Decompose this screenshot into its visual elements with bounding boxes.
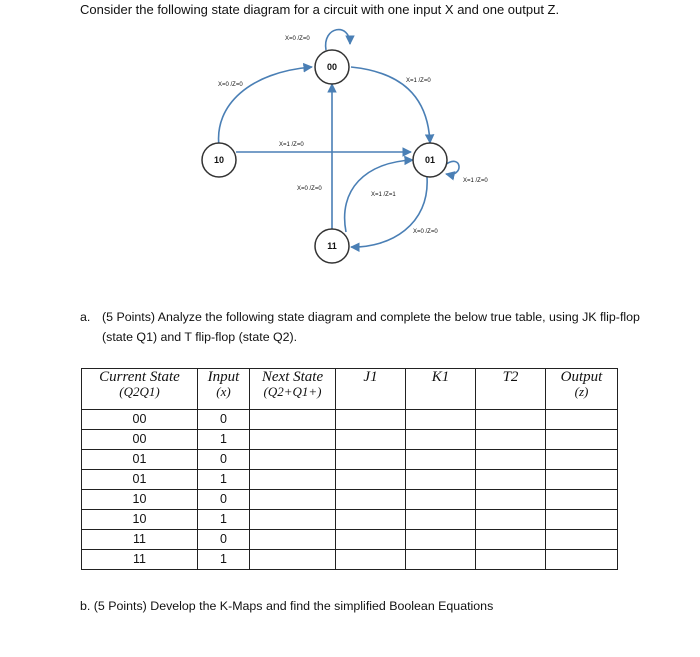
cell-next-state[interactable]	[250, 430, 336, 450]
cell-input: 1	[198, 550, 250, 570]
cell-k1[interactable]	[406, 410, 476, 430]
cell-input: 0	[198, 410, 250, 430]
header-output: Output (z)	[546, 369, 618, 410]
transition-label: X=0 /Z=0	[285, 36, 310, 42]
table-row	[82, 490, 618, 510]
table-row	[82, 530, 618, 550]
table-row	[82, 410, 618, 430]
cell-t2[interactable]	[476, 490, 546, 510]
cell-next-state[interactable]	[250, 530, 336, 550]
cell-k1[interactable]	[406, 470, 476, 490]
header-input: Input (x)	[198, 369, 250, 410]
table-row	[82, 470, 618, 490]
cell-j1[interactable]	[336, 430, 406, 450]
cell-next-state[interactable]	[250, 510, 336, 530]
cell-t2[interactable]	[476, 510, 546, 530]
part-a-question	[80, 307, 640, 347]
cell-t2[interactable]	[476, 450, 546, 470]
cell-t2[interactable]	[476, 470, 546, 490]
cell-k1[interactable]	[406, 530, 476, 550]
state-label-10: 10	[213, 155, 225, 165]
cell-next-state[interactable]	[250, 490, 336, 510]
cell-j1[interactable]	[336, 530, 406, 550]
cell-t2[interactable]	[476, 410, 546, 430]
truth-table	[81, 368, 618, 570]
table-row	[82, 450, 618, 470]
cell-current-state: 00	[82, 430, 198, 450]
transition-label: X=1 /Z=0	[463, 178, 488, 184]
cell-current-state: 11	[82, 530, 198, 550]
cell-next-state[interactable]	[250, 550, 336, 570]
transition-label: X=1 /Z=0	[279, 142, 304, 148]
part-a-text: (5 Points) Analyze the following state diagram and complete the below true table, using JK flip-flop (state Q1) and T flip-flop (state Q2).	[102, 310, 640, 344]
cell-input: 0	[198, 450, 250, 470]
cell-k1[interactable]	[406, 510, 476, 530]
transition-label: X=0 /Z=0	[297, 186, 322, 192]
part-b-question: b. (5 Points) Develop the K-Maps and find the simplified Boolean Equations	[80, 599, 494, 613]
state-diagram	[0, 0, 700, 300]
cell-j1[interactable]	[336, 450, 406, 470]
question-heading: Consider the following state diagram for a circuit with one input X and one output Z.	[80, 2, 560, 17]
transition-label: X=0 /Z=0	[218, 82, 243, 88]
cell-j1[interactable]	[336, 490, 406, 510]
cell-output[interactable]	[546, 510, 618, 530]
cell-current-state: 01	[82, 450, 198, 470]
cell-k1[interactable]	[406, 430, 476, 450]
cell-current-state: 10	[82, 490, 198, 510]
transition-label: X=1 /Z=1	[371, 192, 396, 198]
edge-10-00	[219, 67, 312, 146]
cell-k1[interactable]	[406, 490, 476, 510]
edge-00-00	[326, 30, 350, 50]
cell-input: 0	[198, 530, 250, 550]
cell-t2[interactable]	[476, 430, 546, 450]
header-current-state: Current State (Q2Q1)	[82, 369, 198, 410]
cell-output[interactable]	[546, 470, 618, 490]
cell-output[interactable]	[546, 410, 618, 430]
cell-next-state[interactable]	[250, 450, 336, 470]
table-row	[82, 430, 618, 450]
cell-next-state[interactable]	[250, 410, 336, 430]
cell-output[interactable]	[546, 430, 618, 450]
cell-j1[interactable]	[336, 410, 406, 430]
transition-label: X=0 /Z=0	[413, 229, 438, 235]
cell-input: 1	[198, 470, 250, 490]
cell-input: 0	[198, 490, 250, 510]
state-label-01: 01	[424, 155, 436, 165]
cell-current-state: 00	[82, 410, 198, 430]
cell-input: 1	[198, 430, 250, 450]
cell-output[interactable]	[546, 550, 618, 570]
header-t2: T2	[476, 369, 546, 410]
header-next-state: Next State (Q2+Q1+)	[250, 369, 336, 410]
cell-current-state: 01	[82, 470, 198, 490]
cell-next-state[interactable]	[250, 470, 336, 490]
state-label-00: 00	[326, 62, 338, 72]
cell-j1[interactable]	[336, 510, 406, 530]
cell-t2[interactable]	[476, 550, 546, 570]
cell-current-state: 10	[82, 510, 198, 530]
part-a-number: a.	[80, 310, 91, 324]
table-row	[82, 510, 618, 530]
cell-t2[interactable]	[476, 530, 546, 550]
cell-output[interactable]	[546, 530, 618, 550]
edge-01-11	[351, 177, 427, 247]
cell-output[interactable]	[546, 490, 618, 510]
state-label-11: 11	[327, 241, 337, 251]
header-j1: J1	[336, 369, 406, 410]
cell-input: 1	[198, 510, 250, 530]
header-k1: K1	[406, 369, 476, 410]
cell-k1[interactable]	[406, 450, 476, 470]
table-row	[82, 550, 618, 570]
table-header-row	[82, 369, 618, 410]
cell-current-state: 11	[82, 550, 198, 570]
cell-j1[interactable]	[336, 550, 406, 570]
cell-k1[interactable]	[406, 550, 476, 570]
cell-output[interactable]	[546, 450, 618, 470]
cell-j1[interactable]	[336, 470, 406, 490]
transition-label: X=1 /Z=0	[406, 78, 431, 84]
